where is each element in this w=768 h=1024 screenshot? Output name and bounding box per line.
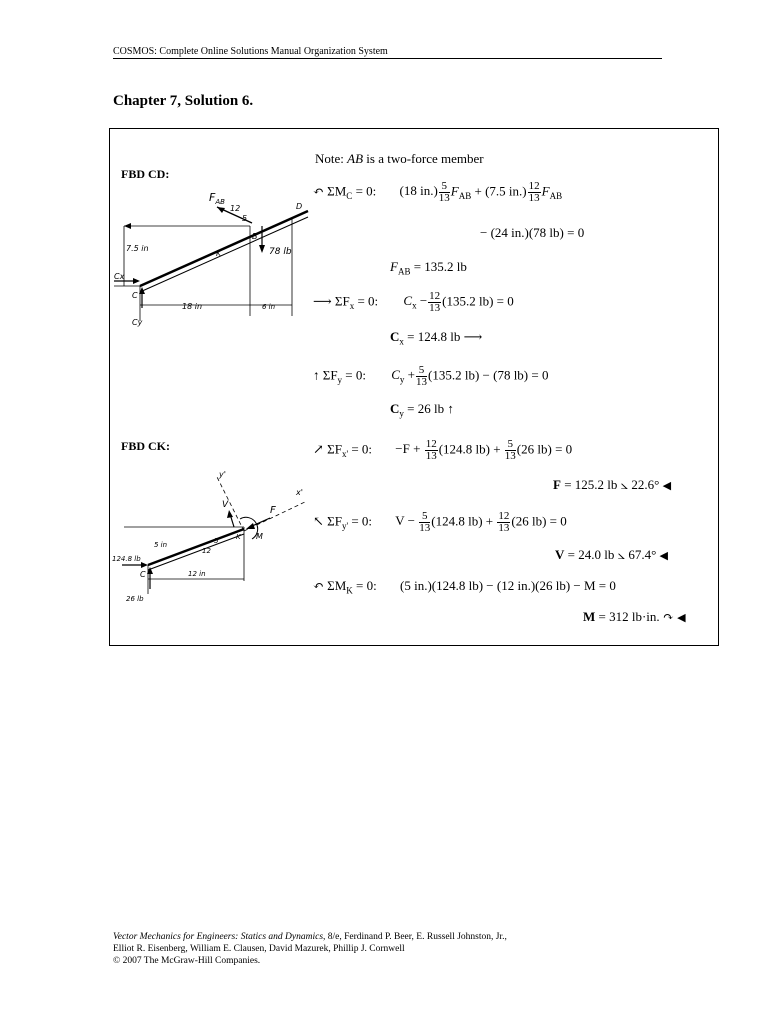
fbd-cd-label: FBD CD: [121, 167, 170, 181]
svg-text:7.5 in: 7.5 in [126, 244, 149, 253]
result-v: V = 24.0 lb ⦣ 67.4° ◀ [555, 547, 668, 562]
svg-text:18 in: 18 in [182, 302, 203, 311]
cw-moment-icon: ↷ [662, 609, 674, 624]
svg-text:K: K [216, 249, 222, 258]
answer-marker-icon: ◀ [662, 480, 672, 492]
eq-fx-prime: ↗ $\Sigma F_{x'} = 0$: −F + $\frac{12}{13}$ (124.8 lb) + $\frac{5}{13}$ (26 lb) = 0 [313, 438, 573, 462]
eq-moment-c: ↶ $\Sigma M_C = 0$: (18 in.) $\frac{5}{13}$ $F_{AB} + (7.5$ in.) $\frac{12}{13}$ $F_{AB}$ [313, 180, 563, 204]
svg-text:26 lb: 26 lb [126, 595, 144, 603]
angle-icon: ⦣ [617, 547, 626, 562]
answer-marker-icon: ◀ [659, 550, 668, 562]
solution-box [109, 128, 719, 646]
ccw-moment-icon: ↶ [313, 183, 324, 199]
up-arrow-icon: ↑ [313, 367, 320, 383]
svg-text:B: B [252, 232, 258, 241]
svg-text:K: K [236, 533, 241, 541]
svg-text:V: V [222, 500, 229, 510]
svg-text:Cy: Cy [132, 318, 143, 327]
svg-text:5: 5 [242, 214, 248, 223]
page-header [113, 46, 662, 59]
svg-text:78 lb: 78 lb [269, 247, 292, 257]
ccw-moment-icon: ↶ [313, 578, 324, 593]
chapter-title: Chapter 7, Solution 6. [113, 93, 254, 109]
result-m: M = 312 lb·in. ↷ ◀ [583, 609, 686, 624]
result-f: F = 125.2 lb ⦣ 22.6° ◀ [553, 477, 672, 492]
fbd-cd-diagram [112, 181, 312, 331]
label-fab: $F_{AB}$ [209, 191, 225, 206]
svg-text:124.8 lb: 124.8 lb [112, 555, 141, 563]
result-cy: $C_y = 26$ lb ↑ [390, 401, 454, 419]
eq-fy-prime: ↖ $\Sigma F_{y'} = 0$: V − $\frac{5}{13}$ (124.8 lb) + $\frac{12}{13}$ (26 lb) = 0 [313, 510, 567, 534]
right-arrow-icon: ⟶ [313, 293, 332, 309]
fbd-ck-label: FBD CK: [121, 439, 170, 453]
diagonal-arrow-icon: ↗ [313, 441, 324, 457]
svg-text:D: D [296, 202, 303, 211]
header-title: COSMOS: Complete Online Solutions Manual Organization System [113, 46, 388, 57]
eq-moment-k: ↶ $\Sigma M_K = 0$: (5 in.)(124.8 lb) − (12 in.)(26 lb) − M = 0 [313, 578, 616, 596]
result-cx: $C_x = 124.8$ lb ⟶ [390, 329, 483, 347]
svg-text:C: C [132, 291, 138, 300]
answer-marker-icon: ◀ [677, 612, 686, 624]
svg-text:Cx: Cx [114, 272, 125, 281]
svg-text:x': x' [296, 488, 303, 497]
svg-text:F: F [270, 505, 276, 516]
page-footer: Vector Mechanics for Engineers: Statics and Dynamics, 8/e, Ferdinand P. Beer, E. Russell Johnston, Jr., Elliot R. Eisenberg, William E. Clausen, David Mazurek, Phillip J. Cornwell © 2007 The McGraw-Hill Companies. [113, 932, 507, 966]
right-arrow-icon: ⟶ [463, 329, 483, 344]
eq-moment-c-line2: − (24 in.)(78 lb) = 0 [480, 225, 585, 240]
svg-text:5: 5 [214, 537, 219, 545]
svg-text:12 in: 12 in [188, 570, 206, 578]
svg-text:12: 12 [202, 547, 211, 555]
svg-text:M: M [256, 532, 263, 541]
svg-text:5 in: 5 in [154, 541, 168, 549]
note-text: Note: AB is a two-force member [315, 151, 484, 166]
angle-icon: ⦣ [620, 477, 629, 492]
eq-fx: ⟶ $\Sigma F_x = 0$: $C_x$ − $\frac{12}{13}$ (135.2 lb) = 0 [313, 290, 514, 314]
fbd-ck-diagram [112, 469, 317, 609]
result-fab: $F_{AB} = 135.2$ lb [390, 259, 467, 277]
svg-text:12: 12 [230, 204, 241, 213]
up-arrow-icon: ↑ [447, 401, 454, 416]
svg-text:y': y' [219, 470, 226, 479]
eq-fy: ↑ $\Sigma F_y = 0$: $C_y$ + $\frac{5}{13}$ (135.2 lb) − (78 lb) = 0 [313, 364, 549, 388]
diagonal-arrow-icon: ↖ [313, 513, 324, 529]
svg-text:C: C [140, 570, 146, 579]
svg-text:6 in: 6 in [262, 303, 276, 311]
